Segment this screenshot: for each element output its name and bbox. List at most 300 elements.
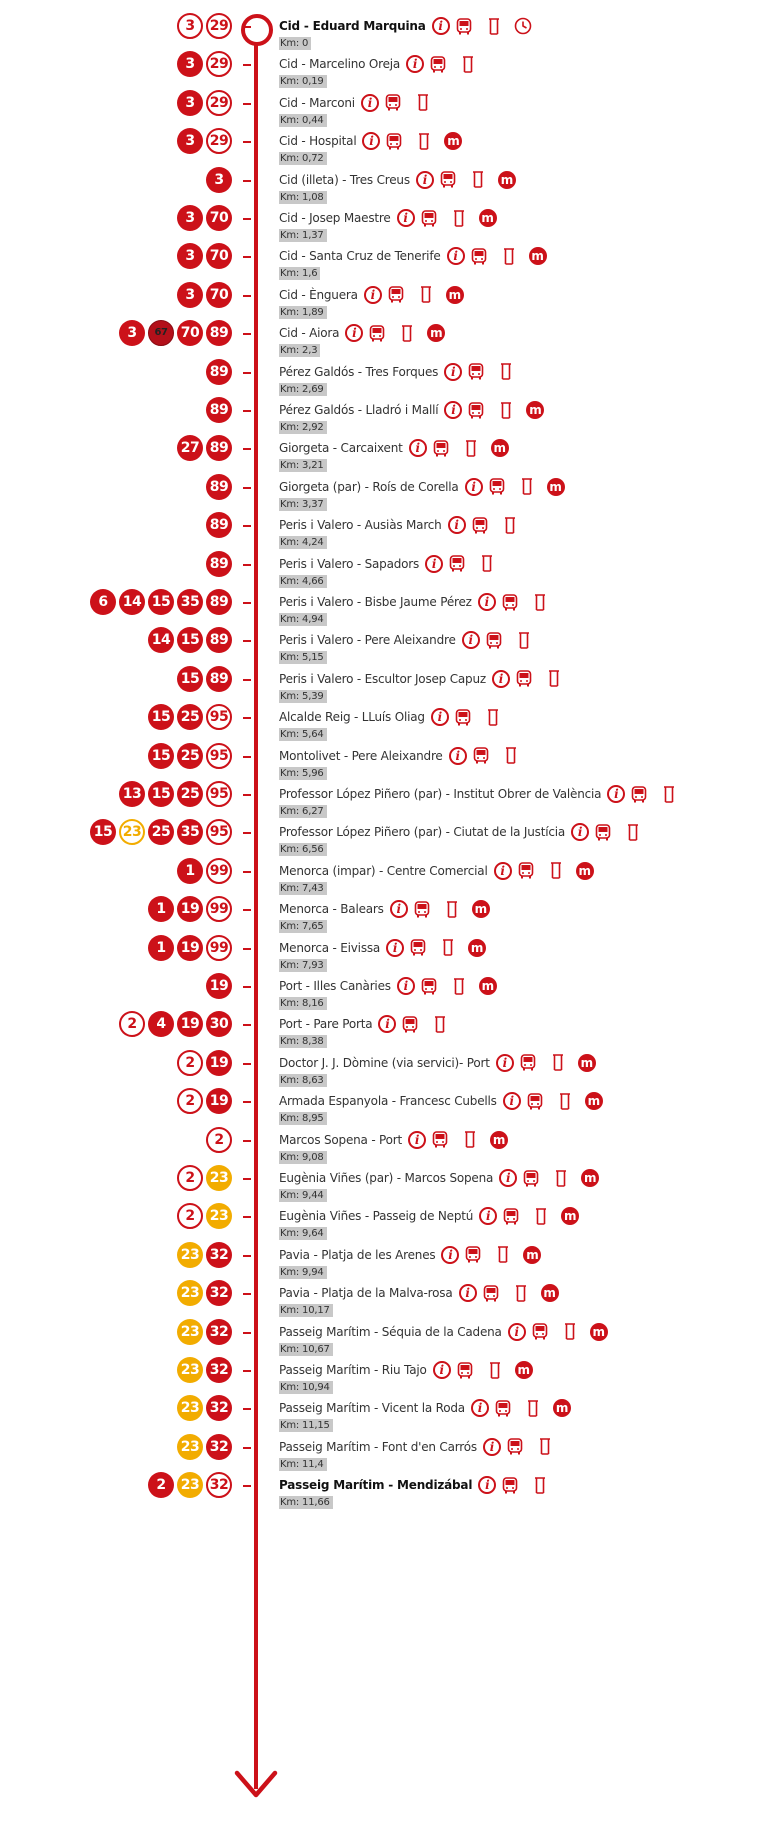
line-badge-89[interactable]: 89: [206, 589, 232, 615]
line-badge-25[interactable]: 25: [148, 819, 174, 845]
stop-name-label[interactable]: Menorca (impar) - Centre Comercial: [279, 863, 488, 878]
line-badge-2[interactable]: 2: [177, 1050, 203, 1076]
bus-icon[interactable]: [518, 862, 534, 879]
info-icon[interactable]: i: [362, 132, 380, 150]
line-badge-23[interactable]: 23: [119, 819, 145, 845]
line-badge-19[interactable]: 19: [177, 1011, 203, 1037]
line-badge-3[interactable]: 3: [177, 243, 203, 269]
shelter-icon[interactable]: [527, 1400, 539, 1417]
info-icon[interactable]: i: [345, 324, 363, 342]
shelter-icon[interactable]: [534, 594, 546, 611]
bus-icon[interactable]: [631, 786, 647, 803]
bus-icon[interactable]: [421, 210, 437, 227]
km-prefix: Km:: [280, 1343, 303, 1355]
info-icon[interactable]: i: [364, 286, 382, 304]
stop-lines: [90, 819, 232, 845]
stop-name-label[interactable]: Cid (illeta) - Tres Creus: [279, 172, 410, 187]
stop-name-label[interactable]: Passeig Marítim - Vicent la Roda: [279, 1401, 465, 1416]
shelter-icon[interactable]: [539, 1438, 551, 1455]
line-badge-29[interactable]: 29: [206, 51, 232, 77]
info-icon[interactable]: i: [433, 1361, 451, 1379]
stop-row: [0, 1085, 757, 1129]
shelter-icon[interactable]: [418, 133, 430, 150]
bus-icon[interactable]: [502, 594, 518, 611]
line-badge-70[interactable]: 70: [206, 282, 232, 308]
shelter-icon[interactable]: [555, 1170, 567, 1187]
line-badge-23[interactable]: 23: [177, 1434, 203, 1460]
shelter-icon[interactable]: [488, 18, 500, 35]
line-badge-6[interactable]: 6: [90, 589, 116, 615]
stop-icons: [410, 171, 516, 189]
bus-icon[interactable]: [507, 1438, 523, 1455]
info-icon[interactable]: i: [483, 1438, 501, 1456]
shelter-icon[interactable]: [401, 325, 413, 342]
line-badge-27[interactable]: 27: [177, 435, 203, 461]
bus-icon[interactable]: [421, 978, 437, 995]
info-icon[interactable]: i: [444, 363, 462, 381]
shelter-icon[interactable]: [446, 901, 458, 918]
line-badge-95[interactable]: 95: [206, 743, 232, 769]
stop-name: [279, 823, 639, 841]
metro-icon[interactable]: m: [526, 401, 544, 419]
metro-icon[interactable]: m: [581, 1169, 599, 1187]
km-value: 1,89: [302, 306, 324, 318]
line-badge-3[interactable]: 3: [206, 167, 232, 193]
bus-icon[interactable]: [456, 18, 472, 35]
clock-icon[interactable]: [514, 17, 532, 35]
stop-name: [279, 132, 462, 150]
line-badge-99[interactable]: 99: [206, 896, 232, 922]
line-badge-2[interactable]: 2: [177, 1165, 203, 1191]
shelter-icon[interactable]: [487, 709, 499, 726]
info-icon[interactable]: i: [447, 247, 465, 265]
line-badge-32[interactable]: 32: [206, 1434, 232, 1460]
line-badge-89[interactable]: 89: [206, 551, 232, 577]
stop-row: [0, 740, 757, 784]
stop-tick: [243, 602, 251, 604]
info-icon[interactable]: i: [459, 1284, 477, 1302]
shelter-icon[interactable]: [453, 978, 465, 995]
bus-icon[interactable]: [410, 939, 426, 956]
stop-lines: [206, 167, 232, 193]
stop-name-label[interactable]: Cid - Hospital: [279, 134, 357, 149]
stop-icons: [358, 286, 464, 304]
line-badge-89[interactable]: 89: [206, 474, 232, 500]
bus-icon[interactable]: [457, 1362, 473, 1379]
stop-tick: [243, 256, 251, 258]
line-badge-3[interactable]: 3: [177, 51, 203, 77]
stop-name-label[interactable]: Alcalde Reig - LLuís Oliag: [279, 710, 425, 725]
line-badge-70[interactable]: 70: [206, 205, 232, 231]
bus-icon[interactable]: [402, 1016, 418, 1033]
line-badge-32[interactable]: 32: [206, 1472, 232, 1498]
shelter-icon[interactable]: [453, 210, 465, 227]
km-prefix: Km:: [280, 460, 303, 472]
bus-icon[interactable]: [527, 1093, 543, 1110]
bus-icon[interactable]: [369, 325, 385, 342]
stop-tick: [243, 871, 251, 873]
line-badge-99[interactable]: 99: [206, 935, 232, 961]
stop-name-label[interactable]: Menorca - Eivissa: [279, 940, 381, 955]
line-badge-15[interactable]: 15: [90, 819, 116, 845]
bus-icon[interactable]: [471, 248, 487, 265]
line-badge-29[interactable]: 29: [206, 128, 232, 154]
bus-icon[interactable]: [455, 709, 471, 726]
shelter-icon[interactable]: [552, 1054, 564, 1071]
line-badge-15[interactable]: 15: [177, 666, 203, 692]
metro-icon[interactable]: m: [576, 862, 594, 880]
line-badge-35[interactable]: 35: [177, 819, 203, 845]
shelter-icon[interactable]: [465, 440, 477, 457]
stop-name-label[interactable]: Cid - Josep Maestre: [279, 211, 391, 225]
line-badge-14[interactable]: 14: [148, 627, 174, 653]
info-icon[interactable]: i: [449, 747, 467, 765]
line-badge-19[interactable]: 19: [206, 973, 232, 999]
km-value: 3,21: [302, 460, 324, 472]
shelter-icon[interactable]: [518, 632, 530, 649]
stop-lines: [177, 1203, 232, 1229]
line-badge-15[interactable]: 15: [148, 704, 174, 730]
metro-icon[interactable]: m: [585, 1092, 603, 1110]
shelter-icon[interactable]: [497, 1246, 509, 1263]
info-icon[interactable]: i: [444, 401, 462, 419]
stop-name-label[interactable]: Montolivet - Pere Aleixandre: [279, 748, 443, 763]
bus-icon[interactable]: [483, 1285, 499, 1302]
info-icon[interactable]: i: [397, 209, 415, 227]
line-badge-13[interactable]: 13: [119, 781, 145, 807]
line-badge-89[interactable]: 89: [206, 435, 232, 461]
shelter-icon[interactable]: [505, 747, 517, 764]
metro-icon[interactable]: m: [468, 939, 486, 957]
shelter-icon[interactable]: [472, 171, 484, 188]
info-icon[interactable]: i: [478, 593, 496, 611]
bus-icon[interactable]: [430, 56, 446, 73]
line-badge-3[interactable]: 3: [177, 90, 203, 116]
info-icon[interactable]: i: [607, 785, 625, 803]
line-badge-89[interactable]: 89: [206, 666, 232, 692]
line-badge-3[interactable]: 3: [177, 205, 203, 231]
shelter-icon[interactable]: [420, 286, 432, 303]
info-icon[interactable]: i: [441, 1246, 459, 1264]
stop-name-label[interactable]: Peris i Valero - Ausiàs March: [279, 518, 442, 533]
bus-icon[interactable]: [432, 1131, 448, 1148]
info-icon[interactable]: i: [416, 171, 434, 189]
bus-icon[interactable]: [489, 478, 505, 495]
line-badge-14[interactable]: 14: [119, 589, 145, 615]
bus-icon[interactable]: [520, 1054, 536, 1071]
metro-icon[interactable]: m: [444, 132, 462, 150]
stop-name-label[interactable]: Cid - Aiora: [279, 326, 340, 341]
info-icon[interactable]: i: [432, 17, 450, 35]
shelter-icon[interactable]: [500, 363, 512, 380]
stop-name-label[interactable]: Passeig Marítim - Font d'en Carrós: [279, 1439, 477, 1454]
line-badge-70[interactable]: 70: [177, 320, 203, 346]
shelter-icon[interactable]: [535, 1208, 547, 1225]
info-icon[interactable]: i: [361, 94, 379, 112]
shelter-icon[interactable]: [550, 862, 562, 879]
line-badge-89[interactable]: 89: [206, 627, 232, 653]
bus-icon[interactable]: [440, 171, 456, 188]
bus-icon[interactable]: [523, 1170, 539, 1187]
line-badge-29[interactable]: 29: [206, 90, 232, 116]
metro-icon[interactable]: m: [479, 977, 497, 995]
metro-icon[interactable]: m: [491, 439, 509, 457]
metro-icon[interactable]: m: [427, 324, 445, 342]
line-badge-3[interactable]: 3: [177, 13, 203, 39]
stop-name-label[interactable]: Giorgeta - Carcaixent: [279, 441, 403, 456]
stop-name-label[interactable]: Pérez Galdós - Lladró i Mallí: [279, 403, 439, 417]
bus-icon[interactable]: [468, 402, 484, 419]
stop-name-label[interactable]: Armada Espanyola - Francesc Cubells: [279, 1094, 497, 1109]
stop-name-label[interactable]: Peris i Valero - Pere Aleixandre: [279, 633, 456, 648]
info-icon[interactable]: i: [448, 516, 466, 534]
line-badge-15[interactable]: 15: [148, 743, 174, 769]
stop-lines: [206, 973, 232, 999]
metro-icon[interactable]: m: [578, 1054, 596, 1072]
metro-icon[interactable]: m: [547, 478, 565, 496]
stop-name: [279, 1246, 541, 1264]
info-icon[interactable]: i: [390, 900, 408, 918]
shelter-icon[interactable]: [627, 824, 639, 841]
info-icon[interactable]: i: [408, 1131, 426, 1149]
km-value: 10,94: [302, 1382, 330, 1393]
km-prefix: Km:: [280, 1382, 303, 1393]
stop-name-label[interactable]: Cid - Marcelino Oreja: [279, 57, 401, 72]
stop-lines: [90, 589, 232, 615]
info-icon[interactable]: i: [492, 670, 510, 688]
line-badge-19[interactable]: 19: [177, 896, 203, 922]
info-icon[interactable]: i: [496, 1054, 514, 1072]
line-badge-89[interactable]: 89: [206, 320, 232, 346]
shelter-icon[interactable]: [559, 1093, 571, 1110]
line-badge-1[interactable]: 1: [148, 896, 174, 922]
line-badge-23[interactable]: 23: [177, 1395, 203, 1421]
shelter-icon[interactable]: [500, 402, 512, 419]
line-badge-2[interactable]: 2: [177, 1088, 203, 1114]
line-badge-3[interactable]: 3: [177, 282, 203, 308]
bus-icon[interactable]: [495, 1400, 511, 1417]
info-icon[interactable]: i: [503, 1092, 521, 1110]
stop-name-label[interactable]: Cid - Ènguera: [279, 287, 358, 302]
line-badge-2[interactable]: 2: [119, 1011, 145, 1037]
line-badge-32[interactable]: 32: [206, 1395, 232, 1421]
line-badge-19[interactable]: 19: [206, 1050, 232, 1076]
metro-icon[interactable]: m: [446, 286, 464, 304]
stop-name-label[interactable]: Eugènia Viñes (par) - Marcos Sopena: [279, 1171, 494, 1185]
shelter-icon[interactable]: [464, 1131, 476, 1148]
stop-name-label[interactable]: Eugènia Viñes - Passeig de Neptú: [279, 1209, 474, 1224]
stop-name-label[interactable]: Port - Pare Porta: [279, 1017, 373, 1032]
stop-name-label[interactable]: Menorca - Balears: [279, 902, 384, 917]
bus-icon[interactable]: [433, 440, 449, 457]
shelter-icon[interactable]: [489, 1362, 501, 1379]
stop-lines: [119, 320, 232, 346]
stop-name-label[interactable]: Cid - Santa Cruz de Tenerife: [279, 249, 441, 264]
stop-name-label[interactable]: Peris i Valero - Escultor Josep Capuz: [279, 671, 486, 686]
line-badge-99[interactable]: 99: [206, 858, 232, 884]
metro-icon[interactable]: m: [479, 209, 497, 227]
stop-name-label[interactable]: Giorgeta (par) - Roís de Corella: [279, 479, 459, 494]
info-icon[interactable]: i: [571, 823, 589, 841]
info-icon[interactable]: i: [478, 1476, 496, 1494]
info-icon[interactable]: i: [397, 977, 415, 995]
line-badge-1[interactable]: 1: [148, 935, 174, 961]
bus-icon[interactable]: [465, 1246, 481, 1263]
line-badge-4[interactable]: 4: [148, 1011, 174, 1037]
line-badge-95[interactable]: 95: [206, 819, 232, 845]
metro-icon[interactable]: m: [541, 1284, 559, 1302]
shelter-icon[interactable]: [481, 555, 493, 572]
line-badge-25[interactable]: 25: [177, 704, 203, 730]
stop-name-label[interactable]: Peris i Valero - Bisbe Jaume Pérez: [279, 595, 472, 609]
info-icon[interactable]: i: [499, 1169, 517, 1187]
line-badge-23[interactable]: 23: [177, 1280, 203, 1306]
stop-name-label[interactable]: Cid - Eduard Marquina: [279, 19, 426, 33]
line-badge-2[interactable]: 2: [148, 1472, 174, 1498]
info-icon[interactable]: i: [494, 862, 512, 880]
line-badge-19[interactable]: 19: [206, 1088, 232, 1114]
info-icon[interactable]: i: [479, 1207, 497, 1225]
metro-icon[interactable]: m: [561, 1207, 579, 1225]
line-badge-23[interactable]: 23: [177, 1242, 203, 1268]
info-icon[interactable]: i: [462, 631, 480, 649]
line-badge-30[interactable]: 30: [206, 1011, 232, 1037]
line-badge-3[interactable]: 3: [119, 320, 145, 346]
line-badge-3[interactable]: 3: [177, 128, 203, 154]
bus-icon[interactable]: [532, 1323, 548, 1340]
line-badge-32[interactable]: 32: [206, 1357, 232, 1383]
line-badge-32[interactable]: 32: [206, 1280, 232, 1306]
line-badge-35[interactable]: 35: [177, 589, 203, 615]
metro-icon[interactable]: m: [472, 900, 490, 918]
bus-icon[interactable]: [388, 286, 404, 303]
info-icon[interactable]: i: [409, 439, 427, 457]
shelter-icon[interactable]: [663, 786, 675, 803]
stop-name-label[interactable]: Port - Illes Canàries: [279, 979, 391, 993]
bus-icon[interactable]: [385, 94, 401, 111]
stop-name-label[interactable]: Doctor J. J. Dòmine (via servici)- Port: [279, 1055, 490, 1070]
bus-icon[interactable]: [468, 363, 484, 380]
info-icon[interactable]: i: [406, 55, 424, 73]
line-badge-95[interactable]: 95: [206, 704, 232, 730]
line-badge-32[interactable]: 32: [206, 1242, 232, 1268]
line-badge-1[interactable]: 1: [177, 858, 203, 884]
line-badge-89[interactable]: 89: [206, 397, 232, 423]
bus-icon[interactable]: [503, 1208, 519, 1225]
stop-name-label[interactable]: Professor López Piñero (par) - Institut Obrer de València: [279, 787, 602, 801]
stop-name-label[interactable]: Marcos Sopena - Port: [279, 1132, 403, 1147]
km-prefix: Km:: [280, 959, 303, 971]
line-badge-23[interactable]: 23: [206, 1165, 232, 1191]
bus-icon[interactable]: [502, 1477, 518, 1494]
line-badge-25[interactable]: 25: [177, 781, 203, 807]
line-badge-23[interactable]: 23: [177, 1357, 203, 1383]
km-prefix: Km:: [280, 422, 303, 433]
line-badge-95[interactable]: 95: [206, 781, 232, 807]
stop-name: [279, 94, 429, 112]
shelter-icon[interactable]: [504, 517, 516, 534]
metro-icon[interactable]: m: [490, 1131, 508, 1149]
stop-name-label[interactable]: Professor López Piñero (par) - Ciutat de la Justícia: [279, 825, 566, 840]
stop-icons: [493, 1169, 599, 1187]
info-icon[interactable]: i: [431, 708, 449, 726]
info-icon[interactable]: i: [386, 939, 404, 957]
bus-icon[interactable]: [414, 901, 430, 918]
bus-icon[interactable]: [595, 824, 611, 841]
bus-icon[interactable]: [449, 555, 465, 572]
stop-name-label[interactable]: Pérez Galdós - Tres Forques: [279, 364, 439, 379]
metro-icon[interactable]: m: [529, 247, 547, 265]
stop-row: [0, 624, 757, 668]
line-badge-19[interactable]: 19: [177, 935, 203, 961]
line-badge-23[interactable]: 23: [206, 1203, 232, 1229]
shelter-icon[interactable]: [548, 670, 560, 687]
shelter-icon[interactable]: [442, 939, 454, 956]
line-badge-29[interactable]: 29: [206, 13, 232, 39]
line-badge-23[interactable]: 23: [177, 1472, 203, 1498]
line-badge-89[interactable]: 89: [206, 359, 232, 385]
bus-icon[interactable]: [472, 517, 488, 534]
shelter-icon[interactable]: [503, 248, 515, 265]
info-icon[interactable]: i: [425, 555, 443, 573]
stop-icons: [490, 1054, 596, 1072]
stop-name-label[interactable]: Passeig Marítim - Riu Tajo: [279, 1363, 427, 1377]
metro-icon[interactable]: m: [523, 1246, 541, 1264]
metro-icon[interactable]: m: [498, 171, 516, 189]
info-icon[interactable]: i: [508, 1323, 526, 1341]
stop-name-label[interactable]: Pavia - Platja de les Arenes: [279, 1247, 436, 1262]
stop-name-label[interactable]: Pavia - Platja de la Malva-rosa: [279, 1286, 453, 1301]
line-badge-2[interactable]: 2: [206, 1127, 232, 1153]
line-badge-25[interactable]: 25: [177, 743, 203, 769]
km-value: 7,43: [302, 882, 324, 894]
metro-icon[interactable]: m: [553, 1399, 571, 1417]
line-badge-70[interactable]: 70: [206, 243, 232, 269]
stop-name-label[interactable]: Cid - Marconi: [279, 95, 355, 110]
stop-row: [0, 87, 757, 131]
stop-name-label[interactable]: Passeig Marítim - Séquia de la Cadena: [279, 1324, 502, 1339]
shelter-icon[interactable]: [564, 1323, 576, 1340]
line-badge-15[interactable]: 15: [177, 627, 203, 653]
stop-row: [0, 48, 757, 92]
info-icon[interactable]: i: [465, 478, 483, 496]
stop-name-label[interactable]: Peris i Valero - Sapadors: [279, 556, 420, 571]
bus-icon[interactable]: [486, 632, 502, 649]
km-prefix: Km:: [280, 575, 303, 587]
bus-icon[interactable]: [473, 747, 489, 764]
line-badge-15[interactable]: 15: [148, 781, 174, 807]
stop-name-label[interactable]: Passeig Marítim - Mendizábal: [279, 1478, 473, 1493]
bus-icon[interactable]: [516, 670, 532, 687]
shelter-icon[interactable]: [434, 1016, 446, 1033]
line-badge-32[interactable]: 32: [206, 1319, 232, 1345]
shelter-icon[interactable]: [515, 1285, 527, 1302]
line-badge-15[interactable]: 15: [148, 589, 174, 615]
shelter-icon[interactable]: [462, 56, 474, 73]
shelter-icon[interactable]: [534, 1477, 546, 1494]
metro-icon[interactable]: m: [515, 1361, 533, 1379]
info-icon[interactable]: i: [378, 1015, 396, 1033]
metro-icon[interactable]: m: [590, 1323, 608, 1341]
bus-icon[interactable]: [386, 133, 402, 150]
line-badge-89[interactable]: 89: [206, 512, 232, 538]
line-badge-23[interactable]: 23: [177, 1319, 203, 1345]
line-badge-2[interactable]: 2: [177, 1203, 203, 1229]
shelter-icon[interactable]: [417, 94, 429, 111]
line-badge-67[interactable]: 67: [148, 320, 174, 346]
shelter-icon[interactable]: [521, 478, 533, 495]
info-icon[interactable]: i: [471, 1399, 489, 1417]
